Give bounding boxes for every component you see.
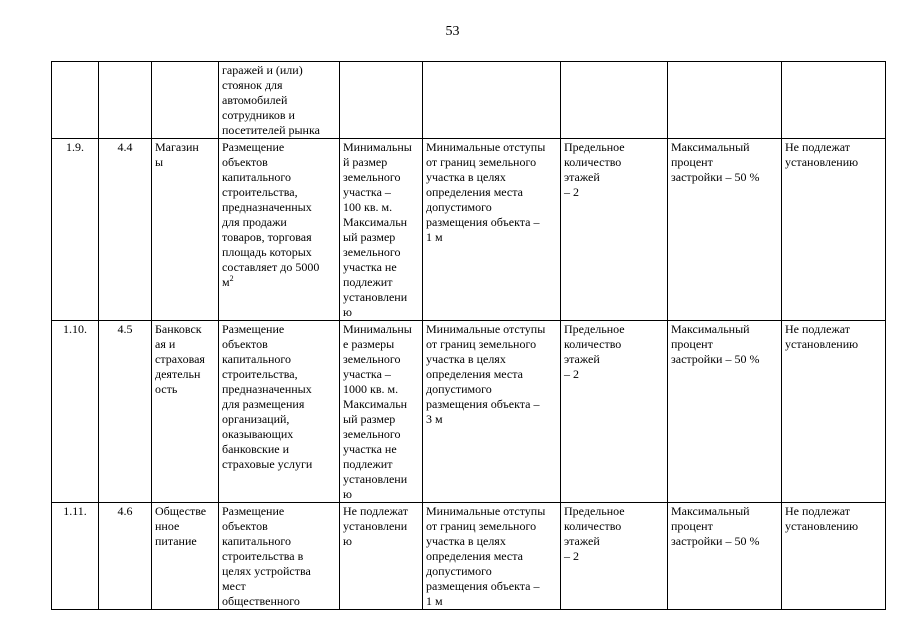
cell-line: допустимого <box>426 382 492 396</box>
cell-line: количество <box>564 519 622 533</box>
cell-line: Предельное <box>564 322 625 336</box>
use-code-cell <box>99 321 152 503</box>
table-row <box>52 321 886 503</box>
cell-line: Не подлежат <box>785 322 851 336</box>
cell-line: размещения объекта – <box>426 397 540 411</box>
cell-line: объектов <box>222 155 268 169</box>
cell-line: посетителей рынка <box>222 123 320 137</box>
floors-cell <box>561 503 668 610</box>
cell-line: капитального <box>222 352 291 366</box>
cell-line: площадь которых <box>222 245 312 259</box>
cell-line: застройки – 50 % <box>671 170 760 184</box>
cell-line: определения места <box>426 549 523 563</box>
cell-line: страховые услуги <box>222 457 313 471</box>
use-description-cell <box>219 503 340 610</box>
cell-line: стоянок для <box>222 78 283 92</box>
cell-line: этажей <box>564 352 600 366</box>
cell-line: установлению <box>785 337 859 351</box>
cell-line: Предельное <box>564 140 625 154</box>
cell-line: Не подлежат <box>785 140 851 154</box>
cell-line: Максимальный <box>671 504 750 518</box>
cell-line: застройки – 50 % <box>671 352 760 366</box>
cell-line: Минимальны <box>343 140 412 154</box>
cell-line: земельного <box>343 427 401 441</box>
other-limits-cell <box>782 321 886 503</box>
cell-line: автомобилей <box>222 93 288 107</box>
cell-line: застройки – 50 % <box>671 534 760 548</box>
setbacks-cell <box>423 62 561 139</box>
use-code-cell <box>99 139 152 321</box>
coverage-cell <box>668 503 782 610</box>
cell-line: подлежит <box>343 275 393 289</box>
cell-text: 4.5 <box>117 322 133 336</box>
cell-line: 100 кв. м. <box>343 200 393 214</box>
coverage-cell <box>668 139 782 321</box>
cell-line: е размеры <box>343 337 395 351</box>
cell-line: ый размер <box>343 230 396 244</box>
cell-line: процент <box>671 519 713 533</box>
other-limits-cell <box>782 139 886 321</box>
coverage-cell <box>668 321 782 503</box>
floors-cell <box>561 139 668 321</box>
use-code-cell <box>99 62 152 139</box>
cell-text: 1.9. <box>66 140 84 154</box>
cell-line: страховая <box>155 352 205 366</box>
cell-line: земельного <box>343 170 401 184</box>
cell-line: Минимальные отступы <box>426 322 546 336</box>
cell-line: этажей <box>564 534 600 548</box>
cell-line: Максимальный <box>671 322 750 336</box>
cell-line: участка не <box>343 260 397 274</box>
cell-line: участка – <box>343 185 391 199</box>
cell-line: объектов <box>222 519 268 533</box>
cell-line: м <box>222 275 230 289</box>
cell-line: ость <box>155 382 178 396</box>
cell-line: Магазин <box>155 140 199 154</box>
table-body <box>52 62 886 610</box>
cell-line: от границ земельного <box>426 155 537 169</box>
cell-line: предназначенных <box>222 200 312 214</box>
cell-line: 1000 кв. м. <box>343 382 399 396</box>
cell-line: – 2 <box>564 549 579 563</box>
row-number-cell <box>52 139 99 321</box>
cell-line: участка не <box>343 442 397 456</box>
cell-line: для продажи <box>222 215 287 229</box>
cell-line: питание <box>155 534 197 548</box>
row-number-cell <box>52 503 99 610</box>
plot-size-cell <box>340 139 423 321</box>
use-name-cell <box>152 503 219 610</box>
cell-text: 4.4 <box>117 140 133 154</box>
use-name-cell <box>152 321 219 503</box>
cell-line: Максимальный <box>671 140 750 154</box>
cell-line: 1 м <box>426 230 443 244</box>
floors-cell <box>561 62 668 139</box>
cell-line: сотрудников и <box>222 108 295 122</box>
cell-line: участка – <box>343 367 391 381</box>
cell-line: этажей <box>564 170 600 184</box>
cell-line: Размещение <box>222 322 285 336</box>
cell-line: ы <box>155 155 164 169</box>
other-limits-cell <box>782 62 886 139</box>
use-description-cell <box>219 139 340 321</box>
cell-line: ю <box>343 487 352 501</box>
table-row <box>52 503 886 610</box>
cell-line: ю <box>343 534 352 548</box>
cell-line: земельного <box>343 245 401 259</box>
cell-line: участка в целях <box>426 352 506 366</box>
cell-line: Минимальные отступы <box>426 504 546 518</box>
cell-line: 1 м <box>426 594 443 608</box>
cell-text: 1.11. <box>63 504 87 518</box>
cell-line: установлени <box>343 290 408 304</box>
cell-line: Максимальн <box>343 397 408 411</box>
cell-line: Максимальн <box>343 215 408 229</box>
cell-line: ая и <box>155 337 176 351</box>
cell-line: Банковск <box>155 322 202 336</box>
cell-line: строительства, <box>222 185 298 199</box>
cell-line: Размещение <box>222 504 285 518</box>
plot-size-cell <box>340 321 423 503</box>
cell-line: 3 м <box>426 412 443 426</box>
cell-line: товаров, торговая <box>222 230 312 244</box>
cell-line: Обществе <box>155 504 207 518</box>
cell-line: участка в целях <box>426 534 506 548</box>
cell-line: установлени <box>343 519 408 533</box>
cell-line: Размещение <box>222 140 285 154</box>
cell-line: строительства, <box>222 367 298 381</box>
cell-line: ый размер <box>343 412 396 426</box>
use-description-cell <box>219 62 340 139</box>
cell-line: определения места <box>426 367 523 381</box>
cell-line: количество <box>564 337 622 351</box>
cell-line: определения места <box>426 185 523 199</box>
cell-line: оказывающих <box>222 427 294 441</box>
cell-line: установлению <box>785 519 859 533</box>
cell-line: капитального <box>222 170 291 184</box>
cell-line: капитального <box>222 534 291 548</box>
cell-line: – 2 <box>564 367 579 381</box>
use-name-cell <box>152 62 219 139</box>
cell-line: строительства в <box>222 549 304 563</box>
cell-line: – 2 <box>564 185 579 199</box>
table-row <box>52 139 886 321</box>
cell-line: объектов <box>222 337 268 351</box>
cell-line: процент <box>671 337 713 351</box>
other-limits-cell <box>782 503 886 610</box>
cell-text: 4.6 <box>117 504 133 518</box>
cell-line: предназначенных <box>222 382 312 396</box>
use-name-cell <box>152 139 219 321</box>
cell-line: от границ земельного <box>426 337 537 351</box>
cell-line: от границ земельного <box>426 519 537 533</box>
plot-size-cell <box>340 503 423 610</box>
cell-line: нное <box>155 519 180 533</box>
cell-line: организаций, <box>222 412 290 426</box>
page-number: 53 <box>445 24 460 39</box>
cell-line: гаражей и (или) <box>222 63 303 77</box>
cell-line: размещения объекта – <box>426 579 540 593</box>
setbacks-cell <box>423 139 561 321</box>
use-description-cell <box>219 321 340 503</box>
cell-line: допустимого <box>426 564 492 578</box>
cell-line: деятельн <box>155 367 201 381</box>
cell-line: составляет до 5000 <box>222 260 320 274</box>
setbacks-cell <box>423 503 561 610</box>
cell-line: Минимальные отступы <box>426 140 546 154</box>
coverage-cell <box>668 62 782 139</box>
cell-line: ю <box>343 305 352 319</box>
use-code-cell <box>99 503 152 610</box>
cell-line: Предельное <box>564 504 625 518</box>
zoning-regulations-table <box>51 61 886 610</box>
cell-line: Минимальны <box>343 322 412 336</box>
cell-line: установлени <box>343 472 408 486</box>
cell-line: целях устройства <box>222 564 311 578</box>
cell-line: мест <box>222 579 246 593</box>
floors-cell <box>561 321 668 503</box>
cell-line: установлению <box>785 155 859 169</box>
cell-line: участка в целях <box>426 170 506 184</box>
cell-text: 1.10. <box>63 322 87 336</box>
cell-line: общественного <box>222 594 300 608</box>
cell-line: процент <box>671 155 713 169</box>
cell-line: для размещения <box>222 397 305 411</box>
cell-line: размещения объекта – <box>426 215 540 229</box>
cell-line: земельного <box>343 352 401 366</box>
table-row <box>52 62 886 139</box>
cell-line: Не подлежат <box>785 504 851 518</box>
cell-line: й размер <box>343 155 388 169</box>
cell-line: подлежит <box>343 457 393 471</box>
row-number-cell <box>52 321 99 503</box>
superscript: 2 <box>229 274 234 283</box>
cell-line: количество <box>564 155 622 169</box>
setbacks-cell <box>423 321 561 503</box>
cell-line: допустимого <box>426 200 492 214</box>
plot-size-cell <box>340 62 423 139</box>
cell-line: банковские и <box>222 442 289 456</box>
cell-line: Не подлежат <box>343 504 409 518</box>
row-number-cell <box>52 62 99 139</box>
